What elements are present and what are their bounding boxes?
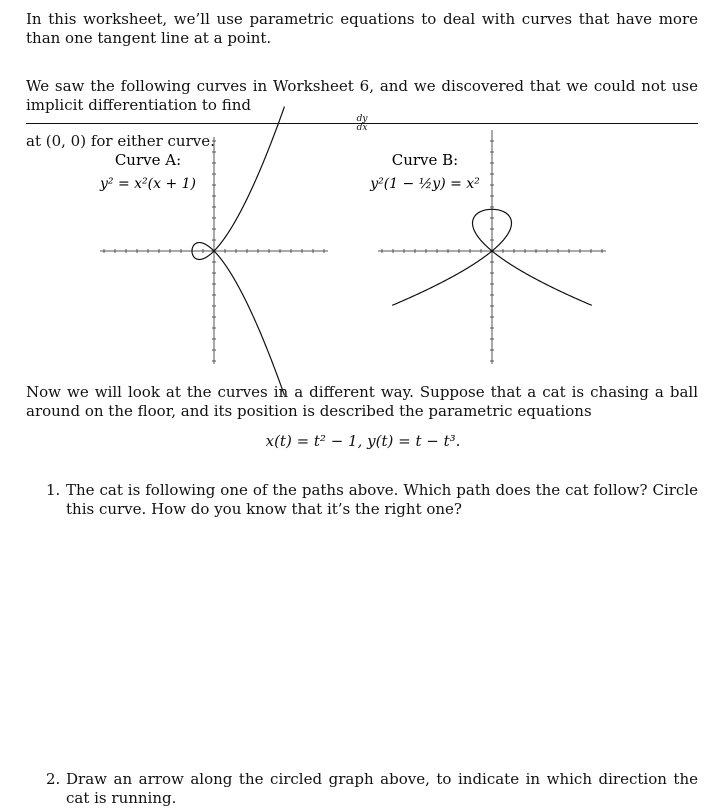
question-2-text: Draw an arrow along the circled graph above, to indicate in which direction the cat is running.	[66, 770, 698, 807]
curve-a-equation: y² = x²(x + 1)	[99, 176, 197, 192]
question-2-number: 2.	[46, 770, 61, 788]
curve-b-title: Curve B:	[391, 151, 459, 169]
curve-a-title: Curve A:	[114, 151, 182, 169]
curve-b-equation: y²(1 − ½y) = x²	[370, 176, 480, 192]
intro-text: In this worksheet, we’ll use parametric equations to deal with curves that have more than one tangent line at a point.	[26, 10, 698, 47]
worksheet6-text-before: We saw the following curves in Worksheet 6, and we discovered that we could not use implicit differentiation to find	[26, 77, 698, 114]
cat-paragraph	[26, 383, 698, 421]
parametric-equation: x(t) = t² − 1, y(t) = t − t³.	[265, 432, 461, 450]
question-1	[46, 481, 698, 519]
question-2	[46, 770, 698, 808]
cat-text: Now we will look at the curves in a different way. Suppose that a cat is chasing a ball around on the floor, and its position is described the parametric equations	[26, 383, 698, 420]
worksheet6-text-after: at (0, 0) for either curve.	[26, 132, 215, 150]
fraction-denominator: dx	[356, 123, 368, 133]
question-1-number: 1.	[46, 481, 61, 499]
fraction-numerator: dy	[26, 115, 698, 124]
question-1-text: The cat is following one of the paths above. Which path does the cat follow? Circle this curve. How do you know that it’s the right one?	[66, 481, 698, 518]
